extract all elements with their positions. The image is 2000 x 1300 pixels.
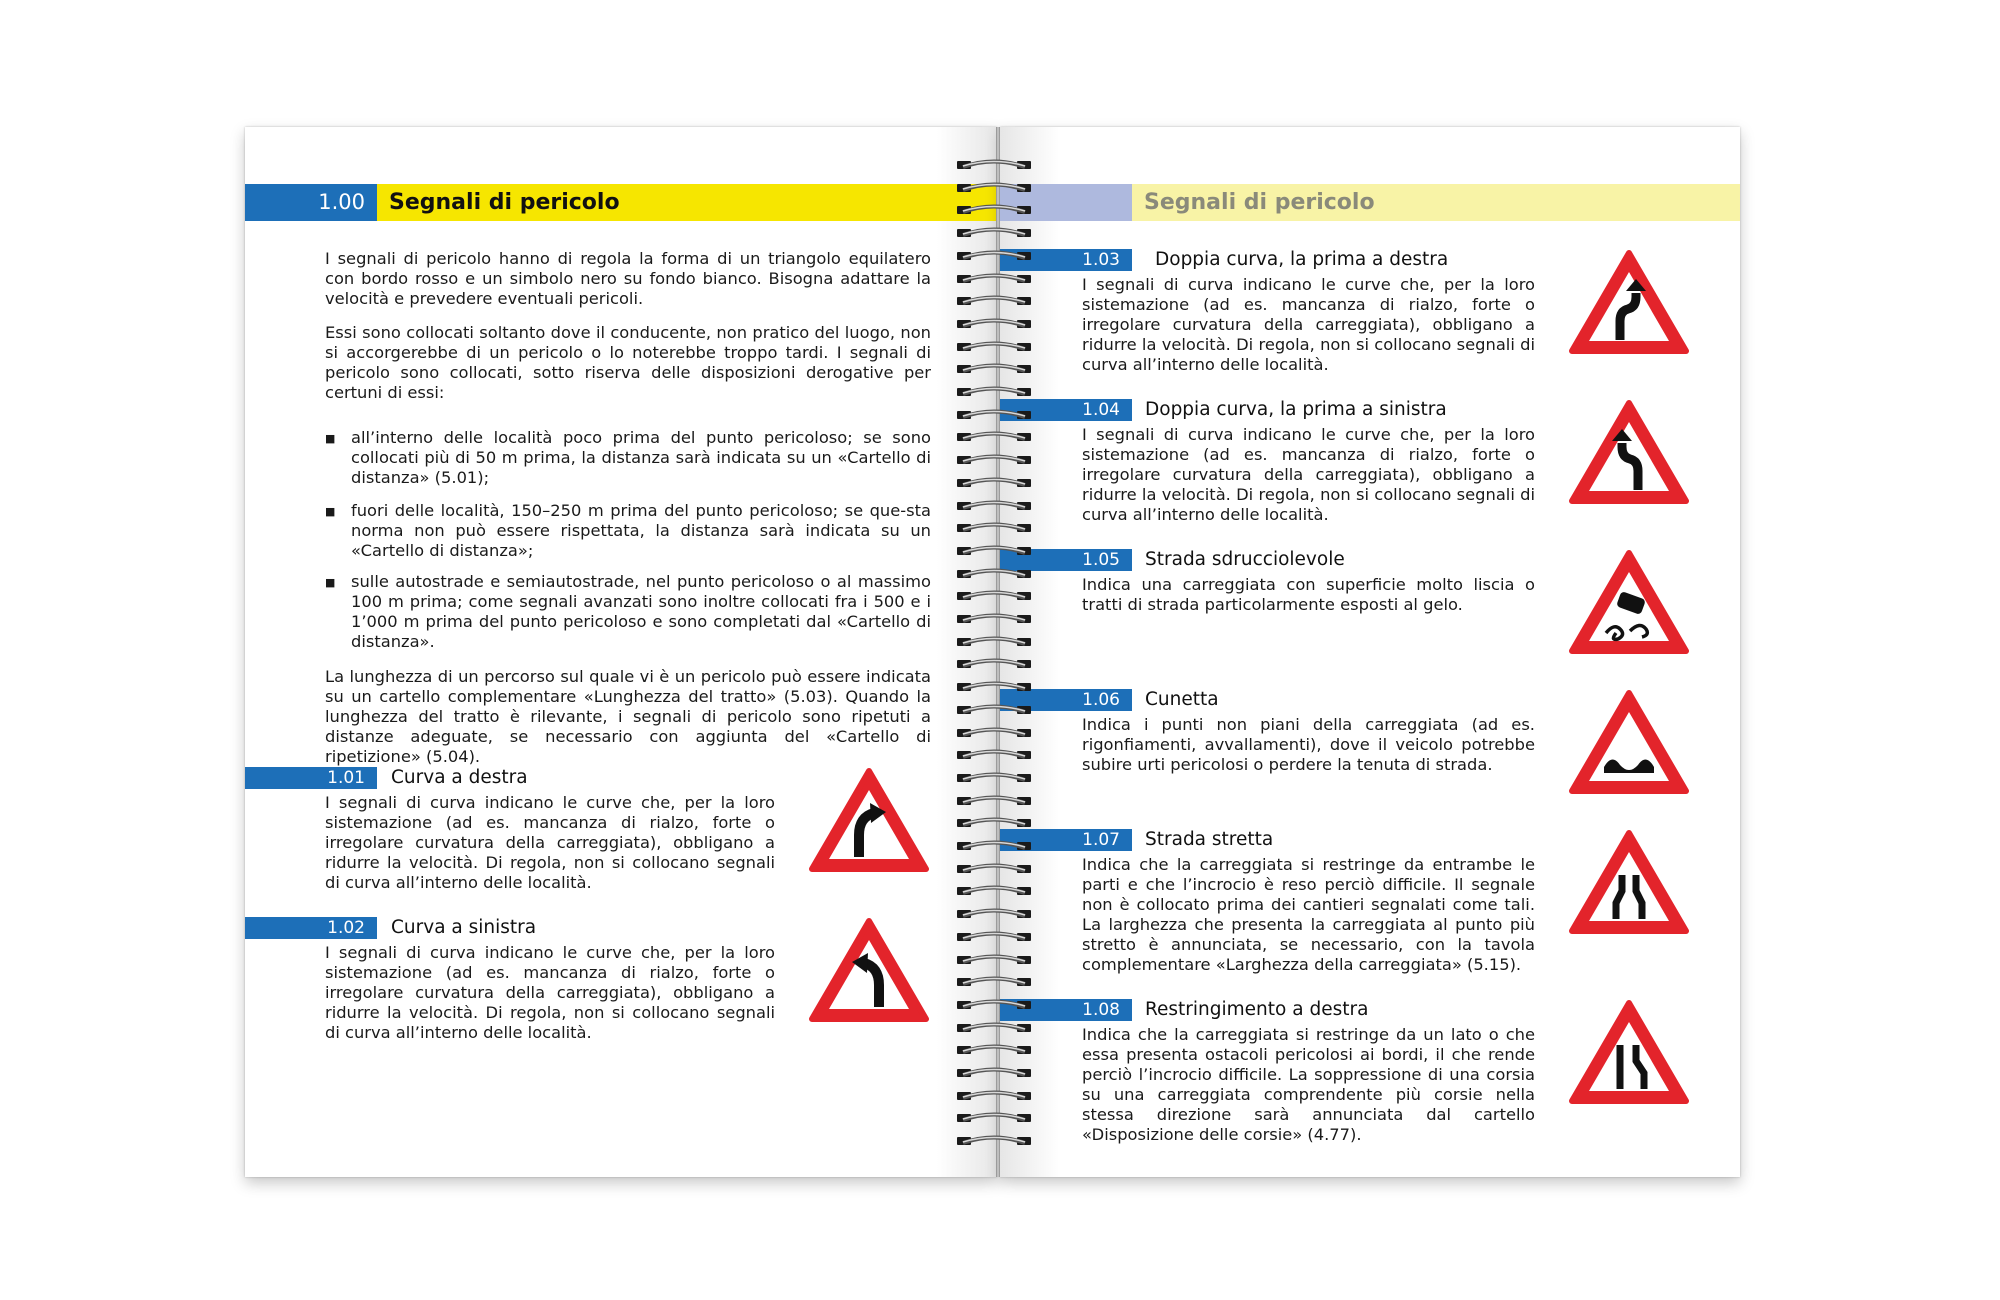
spiral-ring: [955, 294, 1033, 308]
spiral-ring: [955, 476, 1033, 490]
double-curve-right-sign-icon: [1568, 247, 1690, 357]
section-title: Strada stretta: [1145, 829, 1274, 850]
spiral-ring: [955, 567, 1033, 581]
spiral-ring: [955, 1111, 1033, 1125]
section-header-1-03: [1000, 249, 1600, 271]
bullet-item-1: all’interno delle località poco prima del punto pericoloso; se sono collocati più di 50 m prima, la distanza sarà indicata su un «Cartello di distanza» (5.01);: [351, 428, 931, 487]
bullet-item-3: sulle autostrade e semiautostrade, nel punto pericoloso o al massimo 100 m prima; come segnali avanzati sono inoltre collocati fra i 500 e i 1’000 m prima del punto pericoloso e sono completati dal «Cartello di distanza».: [351, 572, 931, 651]
spiral-ring: [955, 930, 1033, 944]
left-page: [245, 127, 997, 1177]
bullet-item-2: fuori delle località, 150–250 m prima del punto pericoloso; se que-sta norma non può essere rispettata, la distanza sarà indicata su un «Cartello di distanza»;: [351, 501, 931, 560]
section-text-1-07: Indica che la carreggiata si restringe da entrambe le parti e che l’incrocio è reso perciò difficile. Il segnale non è collocato prima dei cantieri segnalati come tali. La larghezza che presenta la carreggiata al punto più stretto è annunciata, se necessario, con la tavola complementare «Larghezza della carreggiata» (5.15).: [1082, 855, 1535, 974]
spiral-ring: [955, 249, 1033, 263]
intro-paragraph-1: I segnali di pericolo hanno di regola la forma di un triangolo equilatero con bordo rosso e un simbolo nero su fondo bianco. Bisogna adattare la velocità e prevedere eventuali pericoli.: [325, 249, 931, 308]
section-title: Cunetta: [1145, 689, 1219, 710]
spiral-ring: [955, 726, 1033, 740]
section-header-1-08: [1000, 999, 1600, 1021]
spiral-ring: [955, 998, 1033, 1012]
spiral-ring: [955, 521, 1033, 535]
section-number: 1.02: [245, 917, 377, 939]
spiral-ring: [955, 1134, 1033, 1148]
section-header-1-01: [245, 767, 805, 789]
spiral-ring: [955, 657, 1033, 671]
road-narrows-sign-icon: [1568, 827, 1690, 937]
section-number: 1.06: [1000, 689, 1132, 711]
spiral-ring: [955, 1021, 1033, 1035]
section-text-1-03: I segnali di curva indicano le curve che, per la loro sistemazione (ad es. mancanza di rialzo, forte o irregolare curvatura della carreggiata), obbligano a ridurre la velocità. Di regola, non si collocano segnali di curva all’interno delle località.: [1082, 275, 1535, 374]
spiral-ring: [955, 1089, 1033, 1103]
section-title: Curva a destra: [391, 767, 528, 788]
section-text-1-05: Indica una carreggiata con superficie molto liscia o tratti di strada particolarmente esposti al gelo.: [1082, 575, 1535, 614]
spiral-ring: [955, 362, 1033, 376]
spiral-ring: [955, 430, 1033, 444]
section-header-1-02: [245, 917, 805, 939]
spiral-ring: [955, 703, 1033, 717]
spiral-ring: [955, 181, 1033, 195]
section-header-1-05: [1000, 549, 1600, 571]
section-text-1-06: Indica i punti non piani della carreggiata (ad es. rigonfiamenti, avvallamenti), dove il veicolo potrebbe subire urti pericolosi o perdere la tenuta di strada.: [1082, 715, 1535, 774]
section-number: 1.07: [1000, 829, 1132, 851]
page-title: Segnali di pericolo: [377, 184, 997, 221]
spiral-ring: [955, 771, 1033, 785]
spiral-ring: [955, 203, 1033, 217]
spiral-ring: [955, 794, 1033, 808]
spiral-ring: [955, 975, 1033, 989]
section-number: 1.01: [245, 767, 377, 789]
spiral-ring: [955, 499, 1033, 513]
spiral-ring: [955, 907, 1033, 921]
spiral-ring: [955, 816, 1033, 830]
spiral-ring: [955, 862, 1033, 876]
section-title: Doppia curva, la prima a sinistra: [1145, 399, 1447, 420]
spiral-ring: [955, 748, 1033, 762]
right-page: [1000, 127, 1740, 1177]
spiral-ring: [955, 1066, 1033, 1080]
spiral-ring: [955, 1043, 1033, 1057]
section-title: Doppia curva, la prima a destra: [1155, 249, 1449, 270]
spiral-ring: [955, 317, 1033, 331]
spiral-ring: [955, 408, 1033, 422]
slippery-road-sign-icon: [1568, 547, 1690, 657]
bullet-square-icon: ■: [325, 576, 336, 589]
spiral-ring: [955, 385, 1033, 399]
section-text-1-01: I segnali di curva indicano le curve che, per la loro sistemazione (ad es. mancanza di rialzo, forte o irregolare curvatura della carreggiata), obbligano a ridurre la velocità. Di regola, non si collocano segnali di curva all’interno delle località.: [325, 793, 775, 892]
section-header-1-04: [1000, 399, 1600, 421]
road-narrows-right-sign-icon: [1568, 997, 1690, 1107]
spiral-ring: [955, 226, 1033, 240]
section-title: Restringimento a destra: [1145, 999, 1369, 1020]
outro-paragraph: La lunghezza di un percorso sul quale vi è un pericolo può essere indicata su un cartello complementare «Lunghezza del tratto» (5.03). Quando la lunghezza del tratto è rilevante, i segnali di pericolo sono ripetuti a distanze adeguate, se necessario con aggiunta del «Cartello di ripetizione» (5.04).: [325, 667, 931, 766]
section-title: Strada sdrucciolevole: [1145, 549, 1345, 570]
curve-right-sign-icon: [808, 765, 930, 875]
section-text-1-08: Indica che la carreggiata si restringe da un lato o che essa presenta ostacoli pericolosi ai bordi, il che rende perciò l’incrocio difficile. La soppressione di una corsia su una carreggiata comprendente più corsie nella stessa direzione sarà annunciata dal cartello «Disposizione delle corsie» (4.77).: [1082, 1025, 1535, 1144]
section-title: Curva a sinistra: [391, 917, 537, 938]
spiral-ring: [955, 884, 1033, 898]
section-number: 1.03: [1000, 249, 1132, 271]
spiral-ring: [955, 839, 1033, 853]
uneven-road-sign-icon: [1568, 687, 1690, 797]
bullet-square-icon: ■: [325, 432, 336, 445]
spiral-ring: [955, 680, 1033, 694]
section-text-1-02: I segnali di curva indicano le curve che, per la loro sistemazione (ad es. mancanza di rialzo, forte o irregolare curvatura della carreggiata), obbligano a ridurre la velocità. Di regola, non si collocano segnali di curva all’interno delle località.: [325, 943, 775, 1042]
bullet-square-icon: ■: [325, 505, 336, 518]
spiral-ring: [955, 544, 1033, 558]
section-header-1-06: [1000, 689, 1600, 711]
section-number: 1.04: [1000, 399, 1132, 421]
page-header: [245, 184, 997, 221]
section-number: 1.05: [1000, 549, 1132, 571]
section-header-1-07: [1000, 829, 1600, 851]
curve-left-sign-icon: [808, 915, 930, 1025]
spiral-ring: [955, 635, 1033, 649]
section-number: 1.08: [1000, 999, 1132, 1021]
spiral-ring: [955, 272, 1033, 286]
page-header-right: [1000, 184, 1740, 221]
intro-paragraph-2: Essi sono collocati soltanto dove il conducente, non pratico del luogo, non si accorgerebbe di un pericolo o lo noterebbe troppo tardi. I segnali di pericolo sono collocati, sotto riserva delle disposizioni derogative per certuni di essi:: [325, 323, 931, 402]
page-title-right: Segnali di pericolo: [1132, 184, 1740, 221]
spiral-ring: [955, 953, 1033, 967]
spiral-ring: [955, 340, 1033, 354]
spiral-ring: [955, 589, 1033, 603]
header-number: 1.00: [245, 184, 377, 221]
double-curve-left-sign-icon: [1568, 397, 1690, 507]
section-text-1-04: I segnali di curva indicano le curve che, per la loro sistemazione (ad es. mancanza di rialzo, forte o irregolare curvatura della carreggiata), obbligano a ridurre la velocità. Di regola, non si collocano segnali di curva all’interno delle località.: [1082, 425, 1535, 524]
spiral-ring: [955, 158, 1033, 172]
spiral-ring: [955, 612, 1033, 626]
spiral-ring: [955, 453, 1033, 467]
